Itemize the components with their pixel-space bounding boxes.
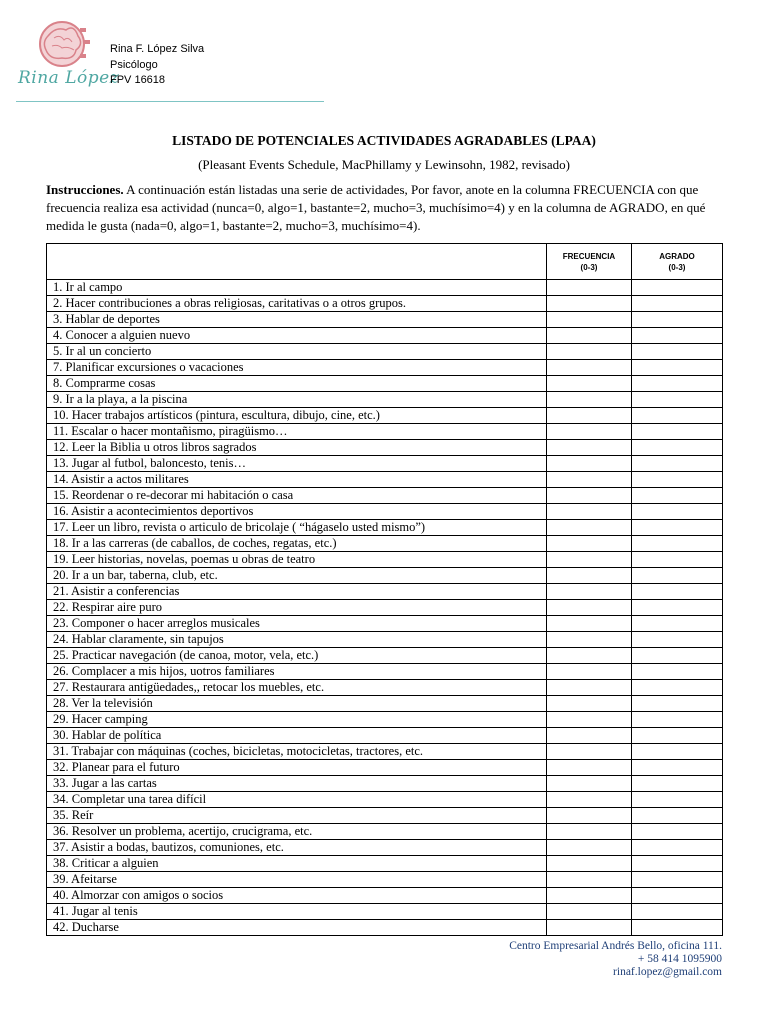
agrado-cell[interactable] bbox=[632, 280, 723, 296]
footer bbox=[509, 940, 722, 979]
instructions-label: Instrucciones. bbox=[46, 182, 124, 197]
frecuencia-column-header bbox=[547, 244, 632, 280]
agrado-cell[interactable] bbox=[632, 456, 723, 472]
agrado-cell[interactable] bbox=[632, 328, 723, 344]
frecuencia-cell[interactable] bbox=[547, 520, 632, 536]
frecuencia-cell[interactable] bbox=[547, 488, 632, 504]
agrado-cell[interactable] bbox=[632, 904, 723, 920]
frecuencia-cell[interactable] bbox=[547, 856, 632, 872]
activity-cell: 16. Asistir a acontecimientos deportivos bbox=[47, 504, 547, 520]
agrado-cell[interactable] bbox=[632, 472, 723, 488]
table-row bbox=[47, 472, 723, 488]
agrado-cell[interactable] bbox=[632, 888, 723, 904]
frecuencia-cell[interactable] bbox=[547, 392, 632, 408]
agrado-cell[interactable] bbox=[632, 296, 723, 312]
activity-cell: 14. Asistir a actos militares bbox=[47, 472, 547, 488]
agrado-cell[interactable] bbox=[632, 392, 723, 408]
document-subtitle: (Pleasant Events Schedule, MacPhillamy y Lewinsohn, 1982, revisado) bbox=[198, 157, 570, 172]
logo bbox=[18, 14, 118, 94]
activity-column-header bbox=[47, 244, 547, 280]
frecuencia-cell[interactable] bbox=[547, 904, 632, 920]
frecuencia-range: (0-3) bbox=[580, 262, 598, 272]
agrado-cell[interactable] bbox=[632, 312, 723, 328]
agrado-cell[interactable] bbox=[632, 344, 723, 360]
table-row bbox=[47, 456, 723, 472]
frecuencia-cell[interactable] bbox=[547, 584, 632, 600]
agrado-cell[interactable] bbox=[632, 744, 723, 760]
agrado-cell[interactable] bbox=[632, 536, 723, 552]
agrado-cell[interactable] bbox=[632, 856, 723, 872]
table-row bbox=[47, 344, 723, 360]
agrado-cell[interactable] bbox=[632, 680, 723, 696]
activity-cell: 27. Restaurara antigüedades,, retocar los muebles, etc. bbox=[47, 680, 547, 696]
activity-cell: 5. Ir al un concierto bbox=[47, 344, 547, 360]
instructions bbox=[46, 181, 726, 235]
agrado-cell[interactable] bbox=[632, 488, 723, 504]
table-row bbox=[47, 728, 723, 744]
table-row bbox=[47, 424, 723, 440]
psychologist-name: Rina F. López Silva bbox=[110, 43, 205, 55]
frecuencia-cell[interactable] bbox=[547, 376, 632, 392]
frecuencia-cell[interactable] bbox=[547, 888, 632, 904]
agrado-cell[interactable] bbox=[632, 872, 723, 888]
activity-cell: 37. Asistir a bodas, bautizos, comuniones, etc. bbox=[47, 840, 547, 856]
agrado-cell[interactable] bbox=[632, 360, 723, 376]
activity-cell: 2. Hacer contribuciones a obras religiosas, caritativas o a otros grupos. bbox=[47, 296, 547, 312]
agrado-cell[interactable] bbox=[632, 920, 723, 936]
license-number: FPV 16618 bbox=[110, 74, 166, 86]
agrado-cell[interactable] bbox=[632, 696, 723, 712]
table-row bbox=[47, 744, 723, 760]
agrado-cell[interactable] bbox=[632, 424, 723, 440]
table-row bbox=[47, 776, 723, 792]
agrado-cell[interactable] bbox=[632, 440, 723, 456]
frecuencia-cell[interactable] bbox=[547, 728, 632, 744]
activity-cell: 42. Ducharse bbox=[47, 920, 547, 936]
frecuencia-cell[interactable] bbox=[547, 760, 632, 776]
frecuencia-cell[interactable] bbox=[547, 568, 632, 584]
table-row bbox=[47, 296, 723, 312]
activity-cell: 40. Almorzar con amigos o socios bbox=[47, 888, 547, 904]
activity-cell: 7. Planificar excursiones o vacaciones bbox=[47, 360, 547, 376]
frecuencia-cell[interactable] bbox=[547, 776, 632, 792]
frecuencia-cell[interactable] bbox=[547, 360, 632, 376]
table-row bbox=[47, 792, 723, 808]
activity-cell: 19. Leer historias, novelas, poemas u obras de teatro bbox=[47, 552, 547, 568]
table-row bbox=[47, 840, 723, 856]
table-row bbox=[47, 856, 723, 872]
activity-cell: 3. Hablar de deportes bbox=[47, 312, 547, 328]
frecuencia-cell[interactable] bbox=[547, 680, 632, 696]
frecuencia-cell[interactable] bbox=[547, 616, 632, 632]
table-row bbox=[47, 872, 723, 888]
frecuencia-cell[interactable] bbox=[547, 792, 632, 808]
activity-cell: 22. Respirar aire puro bbox=[47, 600, 547, 616]
agrado-range: (0-3) bbox=[668, 262, 686, 272]
activity-cell: 12. Leer la Biblia u otros libros sagrados bbox=[47, 440, 547, 456]
table-row bbox=[47, 440, 723, 456]
table-row bbox=[47, 392, 723, 408]
agrado-column-header bbox=[632, 244, 723, 280]
frecuencia-cell[interactable] bbox=[547, 920, 632, 936]
activity-cell: 39. Afeitarse bbox=[47, 872, 547, 888]
activity-cell: 17. Leer un libro, revista o articulo de bricolaje ( “hágaselo usted mismo”) bbox=[47, 520, 547, 536]
activity-cell: 4. Conocer a alguien nuevo bbox=[47, 328, 547, 344]
footer-address: Centro Empresarial Andrés Bello, oficina 111. bbox=[509, 940, 722, 952]
agrado-cell[interactable] bbox=[632, 824, 723, 840]
agrado-cell[interactable] bbox=[632, 728, 723, 744]
table-row bbox=[47, 520, 723, 536]
agrado-cell[interactable] bbox=[632, 584, 723, 600]
table-row bbox=[47, 664, 723, 680]
frecuencia-cell[interactable] bbox=[547, 328, 632, 344]
activity-cell: 36. Resolver un problema, acertijo, crucigrama, etc. bbox=[47, 824, 547, 840]
profession: Psicólogo bbox=[110, 58, 158, 71]
table-row bbox=[47, 328, 723, 344]
frecuencia-cell[interactable] bbox=[547, 424, 632, 440]
activities-table bbox=[46, 243, 723, 936]
activity-cell: 34. Completar una tarea difícil bbox=[47, 792, 547, 808]
activity-cell: 24. Hablar claramente, sin tapujos bbox=[47, 632, 547, 648]
frecuencia-cell[interactable] bbox=[547, 632, 632, 648]
activity-cell: 11. Escalar o hacer montañismo, piragüismo… bbox=[47, 424, 547, 440]
agrado-cell[interactable] bbox=[632, 712, 723, 728]
table-row bbox=[47, 904, 723, 920]
brain-gear-icon bbox=[34, 18, 94, 70]
activity-cell: 21. Asistir a conferencias bbox=[47, 584, 547, 600]
table-row bbox=[47, 712, 723, 728]
frecuencia-cell[interactable] bbox=[547, 712, 632, 728]
agrado-cell[interactable] bbox=[632, 808, 723, 824]
frecuencia-cell[interactable] bbox=[547, 600, 632, 616]
frecuencia-cell[interactable] bbox=[547, 824, 632, 840]
frecuencia-cell[interactable] bbox=[547, 344, 632, 360]
activity-cell: 41. Jugar al tenis bbox=[47, 904, 547, 920]
activity-cell: 13. Jugar al futbol, baloncesto, tenis… bbox=[47, 456, 547, 472]
activity-cell: 9. Ir a la playa, a la piscina bbox=[47, 392, 547, 408]
table-row bbox=[47, 680, 723, 696]
table-row bbox=[47, 616, 723, 632]
frecuencia-cell[interactable] bbox=[547, 840, 632, 856]
table-row bbox=[47, 488, 723, 504]
table-row bbox=[47, 824, 723, 840]
activity-cell: 33. Jugar a las cartas bbox=[47, 776, 547, 792]
table-row bbox=[47, 552, 723, 568]
table-header-row bbox=[47, 244, 723, 280]
table-row bbox=[47, 312, 723, 328]
agrado-cell[interactable] bbox=[632, 504, 723, 520]
table-row bbox=[47, 920, 723, 936]
agrado-cell[interactable] bbox=[632, 760, 723, 776]
agrado-cell[interactable] bbox=[632, 600, 723, 616]
frecuencia-cell[interactable] bbox=[547, 472, 632, 488]
table-row bbox=[47, 808, 723, 824]
table-row bbox=[47, 888, 723, 904]
agrado-cell[interactable] bbox=[632, 376, 723, 392]
table-row bbox=[47, 280, 723, 296]
activity-cell: 28. Ver la televisión bbox=[47, 696, 547, 712]
agrado-cell[interactable] bbox=[632, 648, 723, 664]
table-row bbox=[47, 360, 723, 376]
frecuencia-cell[interactable] bbox=[547, 536, 632, 552]
activity-cell: 1. Ir al campo bbox=[47, 280, 547, 296]
frecuencia-cell[interactable] bbox=[547, 744, 632, 760]
frecuencia-cell[interactable] bbox=[547, 312, 632, 328]
activity-cell: 26. Complacer a mis hijos, uotros familiares bbox=[47, 664, 547, 680]
table-row bbox=[47, 408, 723, 424]
activity-cell: 32. Planear para el futuro bbox=[47, 760, 547, 776]
activity-cell: 25. Practicar navegación (de canoa, motor, vela, etc.) bbox=[47, 648, 547, 664]
instructions-text: A continuación están listadas una serie de actividades, Por favor, anote en la columna FRECUENCIA con que frecuencia realiza esa actividad (nunca=0, algo=1, bastante=2, mucho=3, muchísimo=4) y en la columna de AGRADO, en qué medida le gusta (nada=0, algo=1, bastante=2, mucho=3, muchísimo=4). bbox=[46, 182, 706, 233]
agrado-cell[interactable] bbox=[632, 616, 723, 632]
activity-cell: 35. Reír bbox=[47, 808, 547, 824]
frecuencia-cell[interactable] bbox=[547, 664, 632, 680]
activity-cell: 38. Criticar a alguien bbox=[47, 856, 547, 872]
table-row bbox=[47, 696, 723, 712]
table-row bbox=[47, 504, 723, 520]
agrado-cell[interactable] bbox=[632, 840, 723, 856]
agrado-cell[interactable] bbox=[632, 632, 723, 648]
document-title: LISTADO DE POTENCIALES ACTIVIDADES AGRADABLES (LPAA) bbox=[172, 133, 596, 148]
footer-email: rinaf.lopez@gmail.com bbox=[613, 966, 722, 978]
table-row bbox=[47, 568, 723, 584]
activity-cell: 10. Hacer trabajos artísticos (pintura, escultura, dibujo, cine, etc.) bbox=[47, 408, 547, 424]
frecuencia-cell[interactable] bbox=[547, 552, 632, 568]
frecuencia-cell[interactable] bbox=[547, 280, 632, 296]
frecuencia-cell[interactable] bbox=[547, 808, 632, 824]
logo-text: Rina López bbox=[18, 68, 120, 88]
frecuencia-label: FRECUENCIA bbox=[562, 251, 616, 261]
agrado-cell[interactable] bbox=[632, 552, 723, 568]
header-divider bbox=[16, 101, 324, 102]
agrado-cell[interactable] bbox=[632, 664, 723, 680]
agrado-cell[interactable] bbox=[632, 408, 723, 424]
frecuencia-cell[interactable] bbox=[547, 296, 632, 312]
activity-cell: 30. Hablar de política bbox=[47, 728, 547, 744]
table-row bbox=[47, 760, 723, 776]
agrado-cell[interactable] bbox=[632, 520, 723, 536]
activity-cell: 8. Comprarme cosas bbox=[47, 376, 547, 392]
table-row bbox=[47, 376, 723, 392]
frecuencia-cell[interactable] bbox=[547, 872, 632, 888]
activity-cell: 20. Ir a un bar, taberna, club, etc. bbox=[47, 568, 547, 584]
frecuencia-cell[interactable] bbox=[547, 456, 632, 472]
frecuencia-cell[interactable] bbox=[547, 696, 632, 712]
activity-cell: 15. Reordenar o re-decorar mi habitación o casa bbox=[47, 488, 547, 504]
activity-cell: 29. Hacer camping bbox=[47, 712, 547, 728]
activity-cell: 31. Trabajar con máquinas (coches, bicicletas, motocicletas, tractores, etc. bbox=[47, 744, 547, 760]
frecuencia-cell[interactable] bbox=[547, 504, 632, 520]
header-info bbox=[110, 42, 204, 89]
table-row bbox=[47, 584, 723, 600]
table-row bbox=[47, 536, 723, 552]
agrado-cell[interactable] bbox=[632, 776, 723, 792]
activity-cell: 18. Ir a las carreras (de caballos, de coches, regatas, etc.) bbox=[47, 536, 547, 552]
footer-phone: + 58 414 1095900 bbox=[637, 953, 722, 965]
frecuencia-cell[interactable] bbox=[547, 440, 632, 456]
frecuencia-cell[interactable] bbox=[547, 408, 632, 424]
table-row bbox=[47, 648, 723, 664]
agrado-cell[interactable] bbox=[632, 792, 723, 808]
activity-cell: 23. Componer o hacer arreglos musicales bbox=[47, 616, 547, 632]
frecuencia-cell[interactable] bbox=[547, 648, 632, 664]
agrado-cell[interactable] bbox=[632, 568, 723, 584]
table-row bbox=[47, 632, 723, 648]
agrado-label: AGRADO bbox=[659, 251, 695, 261]
table-row bbox=[47, 600, 723, 616]
